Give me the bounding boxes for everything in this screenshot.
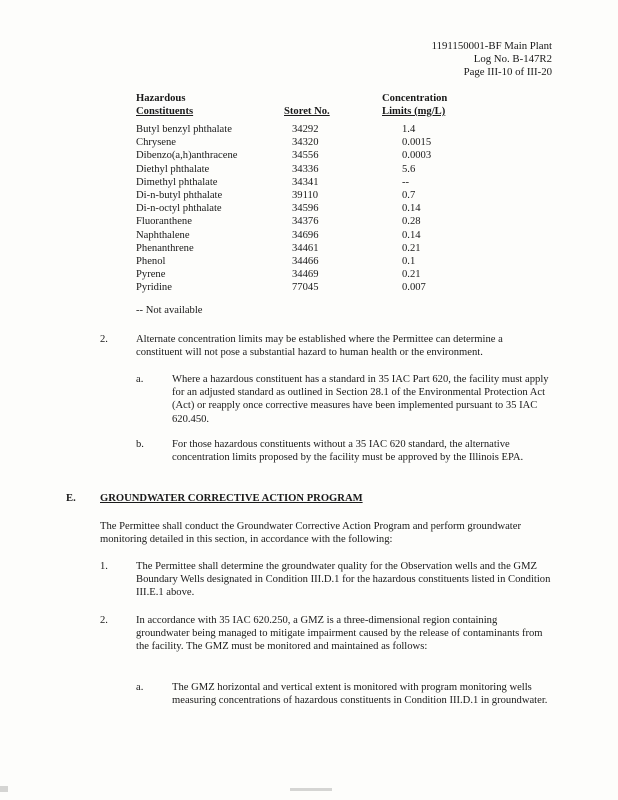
storet-number: 34292 (292, 124, 319, 135)
constituent-name: Pyrene (136, 269, 166, 281)
constituents-table (0, 92, 618, 322)
col-storet-head: Storet No. (284, 106, 330, 117)
col-limits-head-2: Limits (mg/L) (382, 106, 446, 117)
item-2b-number: b. (136, 439, 144, 450)
item-e2-text: In accordance with 35 IAC 620.250, a GMZ is a three-dimensional region containing groundwater being managed to mitigate impairment caused by the release of contaminants from the facility. The GMZ must be monitored and maintained as follows: (136, 615, 543, 653)
item-2-number: 2. (100, 334, 108, 345)
item-2a-text: Where a hazardous constituent has a standard in 35 IAC Part 620, the facility must apply for an adjusted standard as outlined in Section 28.1 of the Environmental Protection Act (Act) or reapply once corrective measures have been implemented pursuant to 35 IAC 620.450. (172, 374, 549, 425)
constituent-name: Dibenzo(a,h)anthracene (136, 150, 238, 162)
item-e2a-text: The GMZ horizontal and vertical extent is monitored with program monitoring wells measuring concentrations of hazardous constituents in Condition III.D.1 in groundwater. (172, 682, 548, 707)
document-header (432, 40, 552, 78)
storet-number: 34556 (292, 150, 319, 162)
concentration-limit: 0.0003 (402, 150, 432, 162)
item-2b-text: For those hazardous constituents without a 35 IAC 620 standard, the alternative concentration limits proposed by the facility must be approved by the Illinois EPA. (172, 439, 524, 464)
constituent-name: Phenol (136, 256, 166, 267)
storet-number: 77045 (292, 282, 319, 294)
concentration-limit: 5.6 (402, 163, 416, 175)
section-e-intro: The Permittee shall conduct the Groundwater Corrective Action Program and perform groundwater monitoring detailed in this section, in accordance with the following: (100, 521, 521, 546)
constituent-name: Pyridine (136, 282, 172, 294)
concentration-limit: 0.0015 (402, 137, 432, 149)
storet-number: 34466 (292, 256, 319, 267)
concentration-limit: 0.21 (402, 242, 421, 254)
scan-artifact (290, 788, 332, 791)
page-number: Page III-10 of III-20 (463, 65, 552, 78)
concentration-limit: 0.14 (402, 203, 421, 215)
item-e2-number: 2. (100, 615, 108, 626)
concentration-limit: 0.7 (402, 190, 416, 201)
storet-number: 34696 (292, 229, 319, 241)
item-e1-number: 1. (100, 561, 108, 572)
storet-number: 34469 (292, 269, 319, 281)
concentration-limit: 0.21 (402, 269, 421, 281)
constituent-name: Butyl benzyl phthalate (136, 124, 232, 135)
concentration-limit: 0.28 (402, 216, 421, 228)
item-2a-number: a. (136, 374, 144, 385)
concentration-limit: 0.14 (402, 229, 421, 241)
storet-number: 34461 (292, 242, 319, 254)
concentration-limit: 0.1 (402, 256, 416, 267)
section-e-title: GROUNDWATER CORRECTIVE ACTION PROGRAM (100, 493, 363, 504)
item-e2a-number: a. (136, 682, 144, 693)
concentration-limit: 0.007 (402, 282, 426, 294)
storet-number: 34596 (292, 203, 319, 215)
col-constituents-head-1: Hazardous (136, 93, 186, 104)
storet-number: 34341 (292, 176, 319, 188)
storet-number: 34376 (292, 216, 319, 228)
col-limits-head-1: Concentration (382, 93, 448, 104)
storet-number: 34320 (292, 137, 319, 149)
storet-number: 39110 (292, 190, 319, 201)
constituent-name: Diethyl phthalate (136, 163, 210, 175)
constituent-name: Dimethyl phthalate (136, 176, 218, 188)
storet-number: 34336 (292, 163, 319, 175)
constituent-name: Chrysene (136, 137, 177, 149)
constituent-name: Fluoranthene (136, 216, 192, 228)
scan-artifact (0, 786, 8, 792)
log-number: Log No. B-147R2 (473, 52, 552, 65)
section-e-letter: E. (66, 493, 76, 504)
item-e1-text: The Permittee shall determine the groundwater quality for the Observation wells and the GMZ Boundary Wells designated in Condition III.D.1 for the hazardous constituents listed in Condition III.E.1 above. (136, 561, 551, 599)
constituent-name: Phenanthrene (136, 242, 194, 254)
constituent-name: Di-n-octyl phthalate (136, 203, 222, 215)
permit-number: 1191150001-BF Main Plant (431, 40, 552, 52)
table-footnote: -- Not available (136, 305, 203, 316)
concentration-limit: 1.4 (402, 124, 416, 135)
constituent-name: Di-n-butyl phthalate (136, 190, 223, 201)
concentration-limit: -- (402, 176, 410, 188)
item-2-text: Alternate concentration limits may be established where the Permittee can determine a constituent will not pose a substantial hazard to human health or the environment. (136, 334, 503, 359)
col-constituents-head-2: Constituents (136, 106, 194, 117)
constituent-name: Naphthalene (136, 229, 190, 241)
